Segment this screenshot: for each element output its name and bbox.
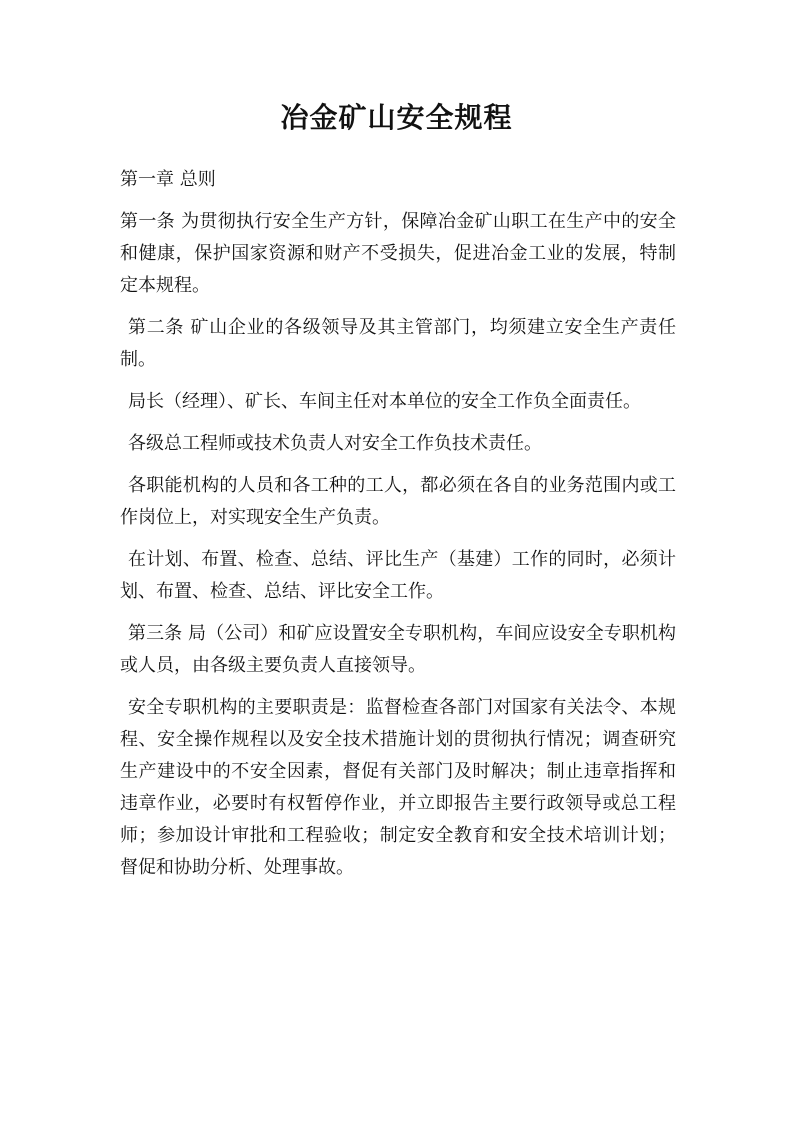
paragraph-staff-responsibility: 各职能机构的人员和各工种的工人，都必须在各自的业务范围内或工作岗位上，对实现安全生产负责。 <box>120 475 676 528</box>
document-title: 冶金矿山安全规程 <box>280 101 513 134</box>
article-3-paragraph: 第三条 局（公司）和矿应设置安全专职机构，车间应设安全专职机构或人员，由各级主要负责人直接领导。 <box>120 623 676 676</box>
chapter-heading: 第一章 总则 <box>120 169 216 190</box>
paragraph-planning-safety: 在计划、布置、检查、总结、评比生产（基建）工作的同时，必须计划、布置、检查、总结、评比安全工作。 <box>120 549 676 602</box>
paragraph-director-responsibility: 局长（经理）、矿长、车间主任对本单位的安全工作负全面责任。 <box>128 391 641 412</box>
paragraph-safety-office-duties: 安全专职机构的主要职责是：监督检查各部门对国家有关法令、本规程、安全操作规程以及安全技术措施计划的贯彻执行情况；调查研究生产建设中的不安全因素，督促有关部门及时解决；制止违章指挥和违章作业，必要时有权暂停作业，并立即报告主要行政领导或总工程师；参加设计审批和工程验收；制定安全教育和安全技术培训计划；督促和协助分析、处理事故。 <box>120 697 676 878</box>
article-2-paragraph: 第二条 矿山企业的各级领导及其主管部门，均须建立安全生产责任制。 <box>120 317 676 370</box>
document-body <box>120 164 676 894</box>
article-1-paragraph: 第一条 为贯彻执行安全生产方针，保障冶金矿山职工在生产中的安全和健康，保护国家资源和财产不受损失，促进冶金工业的发展，特制定本规程。 <box>120 211 676 296</box>
paragraph-chief-engineer-responsibility: 各级总工程师或技术负责人对安全工作负技术责任。 <box>128 433 542 454</box>
